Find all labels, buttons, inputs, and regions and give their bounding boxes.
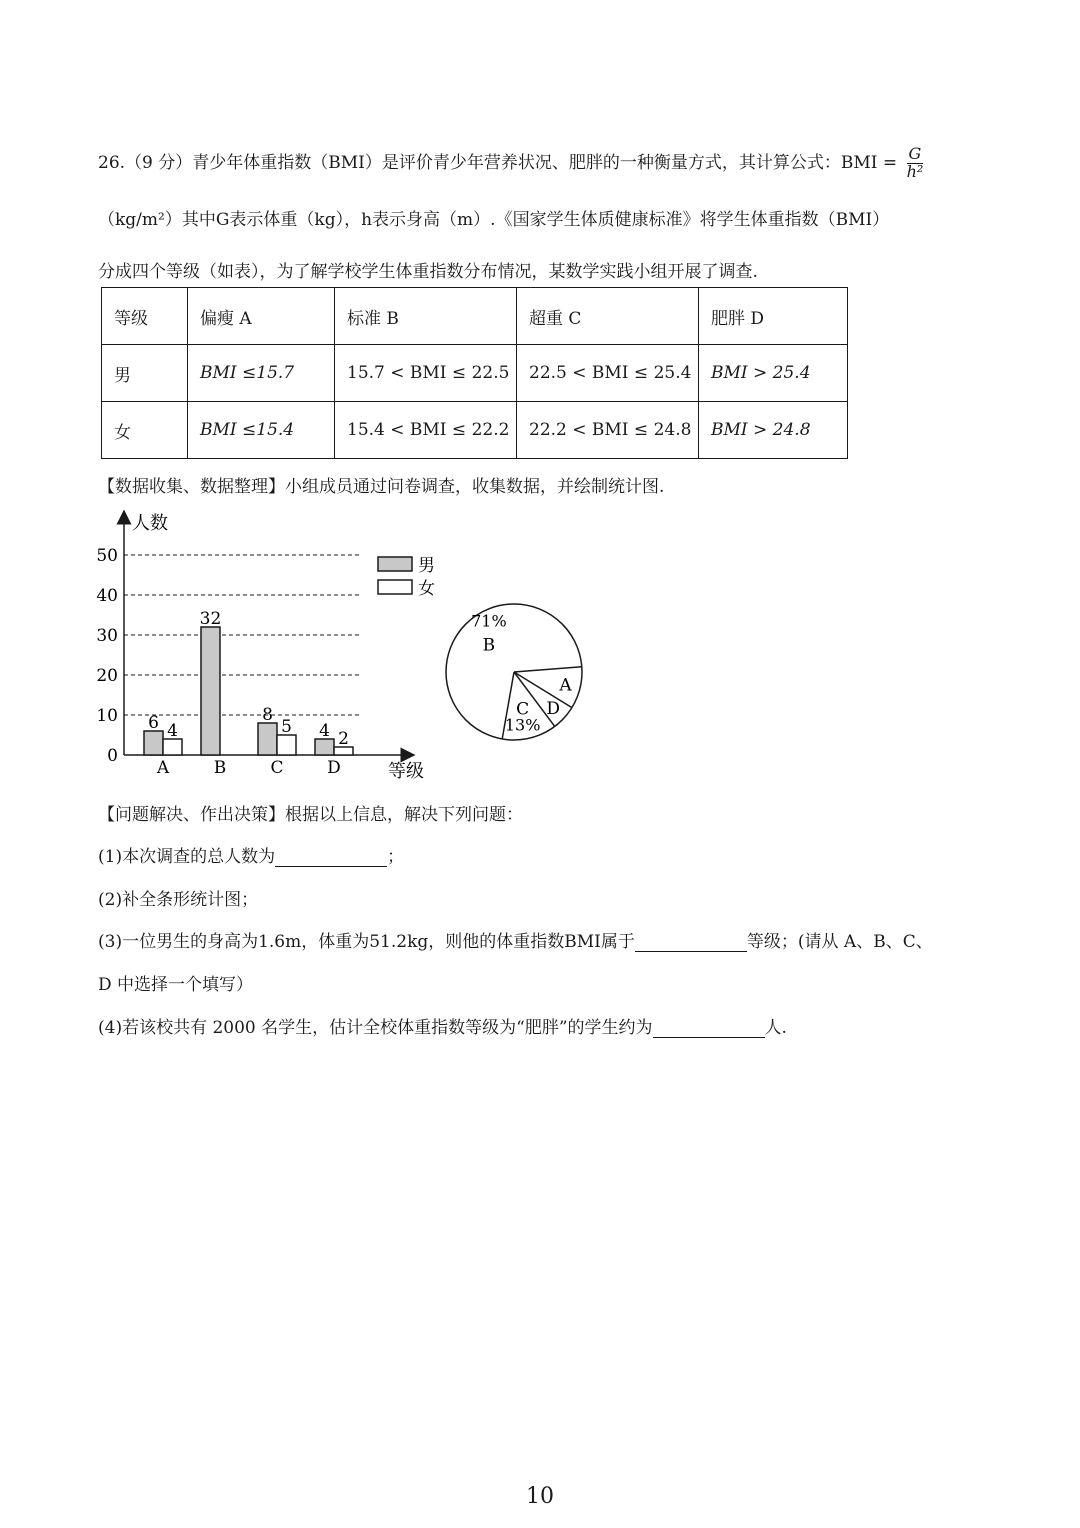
problem-text-1: 26.（9 分）青少年体重指数（BMI）是评价青少年营养状况、肥胖的一种衡量方式，其计算公式：BMI = [98, 152, 898, 173]
problem-line-3: 分成四个等级（如表），为了解学校学生体重指数分布情况，某数学实践小组开展了调查. [98, 262, 758, 282]
y-tick-label: 30 [96, 626, 118, 646]
y-axis-label: 人数 [132, 513, 168, 534]
table-header-row [102, 288, 848, 345]
table-cell: BMI ≤15.7 [188, 345, 335, 402]
bar-male-A [144, 731, 163, 755]
pie-slice-label-C: C [516, 699, 530, 720]
table-cell: 偏瘦 A [188, 288, 335, 345]
data-label: 8 [262, 705, 273, 725]
data-label: 32 [199, 609, 222, 629]
table-cell: 肥胖 D [699, 288, 848, 345]
bmi-formula-fraction [907, 146, 924, 181]
x-tick-label: A [156, 758, 170, 778]
table-cell: 22.2 < BMI ≤ 24.8 [517, 402, 699, 459]
data-label: 5 [281, 717, 292, 737]
pie-percent-label-B: 71% [471, 611, 507, 631]
answer-blank-4[interactable] [653, 1019, 765, 1038]
pie-chart [440, 598, 600, 748]
bar-male-D [315, 739, 334, 755]
question-3-continued: D 中选择一个填写） [98, 975, 254, 995]
formula-numerator: G [908, 144, 922, 163]
question-4 [98, 1013, 787, 1038]
y-tick-label: 50 [96, 546, 118, 566]
question-3-text: (3)一位男生的身高为1.6m，体重为51.2kg，则他的体重指数BMI属于 [98, 932, 635, 952]
question-4-end: 人. [764, 1018, 787, 1038]
problem-line-1 [98, 146, 923, 181]
table-cell: BMI ≤15.4 [188, 402, 335, 459]
problem-line-2: （kg/m²）其中G表示体重（kg），h表示身高（m）.《国家学生体质健康标准》将学生体重指数（BMI） [98, 210, 890, 230]
bar-male-B [201, 627, 220, 755]
x-tick-label: B [213, 758, 227, 778]
pie-slice-label-B: B [482, 635, 496, 656]
table-row [102, 345, 848, 402]
question-2: (2)补全条形统计图； [98, 890, 259, 910]
table-cell: 标准 B [335, 288, 517, 345]
x-tick-label: D [327, 758, 341, 778]
answer-blank-3[interactable] [635, 933, 747, 952]
question-1-end: ； [387, 847, 405, 867]
table-cell: BMI > 24.8 [699, 402, 848, 459]
question-3-end: 等级；(请从 A、B、C、 [746, 932, 933, 952]
question-4-text: (4)若该校共有 2000 名学生，估计全校体重指数等级为“肥胖”的学生约为 [98, 1018, 653, 1038]
bar-male-C [258, 723, 277, 755]
x-axis-label: 等级 [388, 761, 424, 782]
table-row [102, 402, 848, 459]
pie-slice-label-A: A [559, 675, 572, 696]
decision-section-heading: 【问题解决、作出决策】根据以上信息，解决下列问题： [98, 805, 523, 825]
data-section-heading: 【数据收集、数据整理】小组成员通过问卷调查，收集数据，并绘制统计图. [98, 477, 665, 497]
legend-label-male: 男 [418, 556, 435, 576]
table-cell: 15.4 < BMI ≤ 22.2 [335, 402, 517, 459]
question-1 [98, 842, 404, 867]
formula-denominator: h² [906, 161, 924, 181]
table-cell: 等级 [102, 288, 188, 345]
table-cell: 女 [102, 402, 188, 459]
bmi-grade-table [101, 287, 848, 459]
table-cell: 男 [102, 345, 188, 402]
data-label: 2 [338, 729, 349, 749]
bar-chart [90, 505, 435, 790]
page-number: 10 [526, 1484, 554, 1509]
legend-swatch-female [378, 580, 412, 594]
answer-blank-1[interactable] [275, 848, 387, 867]
x-tick-label: C [270, 758, 284, 778]
question-3 [98, 927, 933, 952]
bar-female-A [163, 739, 182, 755]
data-label: 4 [319, 721, 330, 741]
question-1-text: (1)本次调查的总人数为 [98, 847, 276, 867]
table-cell: 22.5 < BMI ≤ 25.4 [517, 345, 699, 402]
y-tick-label: 10 [96, 706, 118, 726]
data-label: 4 [167, 721, 178, 741]
legend-swatch-male [378, 557, 412, 571]
y-tick-label: 20 [96, 666, 118, 686]
legend [378, 556, 435, 599]
table-cell: 15.7 < BMI ≤ 22.5 [335, 345, 517, 402]
pie-percent-label-C: 13% [504, 715, 541, 735]
legend-label-female: 女 [418, 579, 435, 599]
y-tick-label: 0 [107, 746, 118, 766]
data-label: 6 [148, 713, 159, 733]
y-tick-label: 40 [96, 586, 118, 606]
table-cell: BMI > 25.4 [699, 345, 848, 402]
table-cell: 超重 C [517, 288, 699, 345]
pie-slice-label-D: D [546, 698, 560, 719]
bar-female-C [277, 735, 296, 755]
